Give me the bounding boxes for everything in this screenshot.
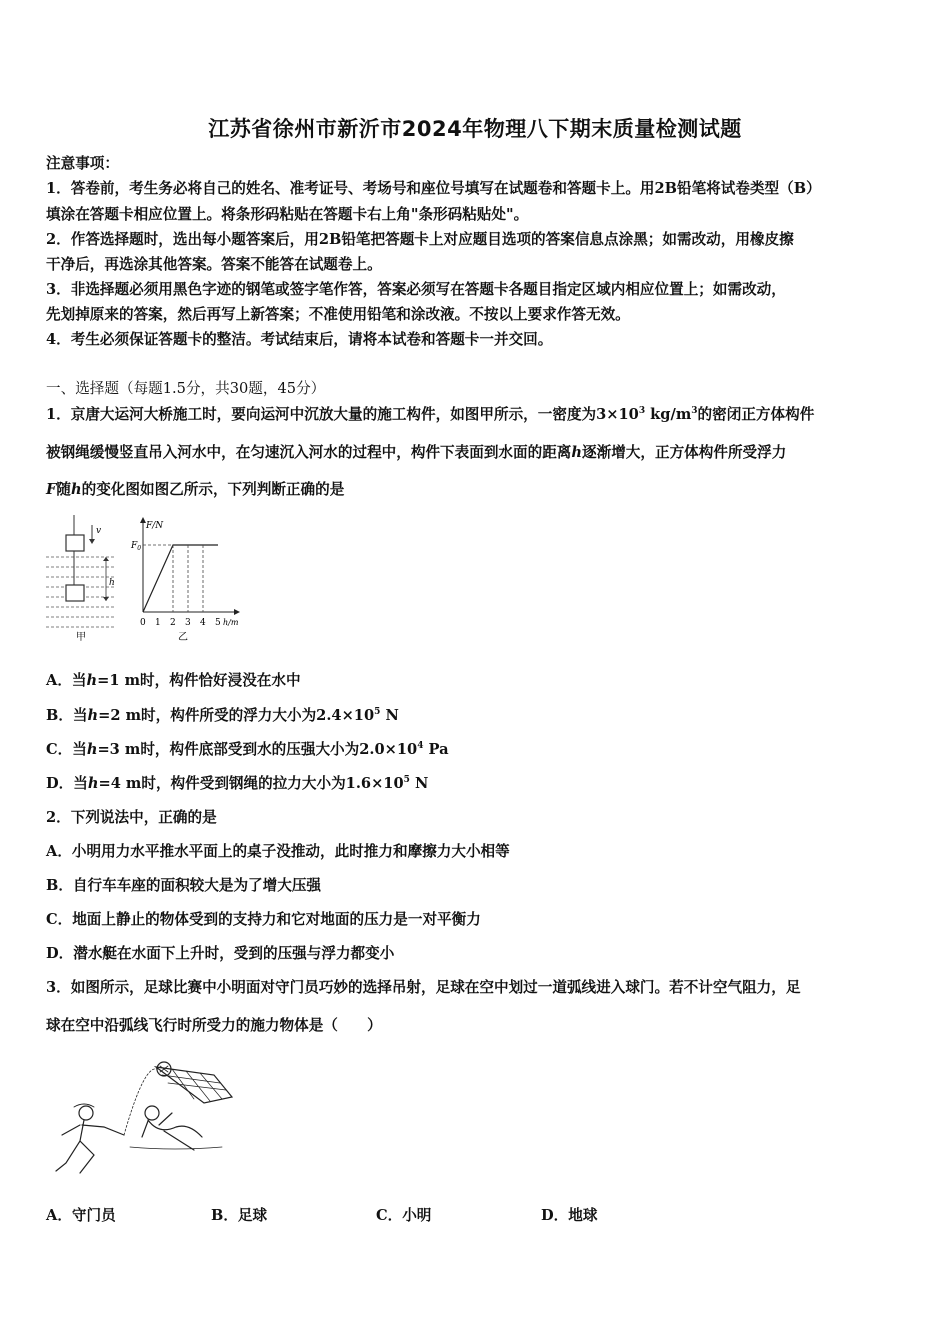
- q2-option-b[interactable]: B．自行车车座的面积较大是为了增大压强: [46, 877, 322, 894]
- section-heading: 一、选择题（每题1.5分，共30题，45分）: [46, 380, 326, 397]
- goalkeeper-body: [142, 1113, 202, 1150]
- q1-sup: 3: [691, 406, 698, 417]
- figure-jia-caption: 甲: [76, 632, 86, 643]
- q1-stem-line1: [46, 403, 814, 424]
- f0-label: $F_0$: [131, 541, 142, 552]
- soccer-illustration: [44, 1055, 244, 1185]
- x-tick: 4: [200, 618, 206, 628]
- q1-text: 的变化图如图乙所示，下列判断正确的是: [81, 481, 345, 498]
- q3-option-a[interactable]: A．守门员: [46, 1207, 116, 1224]
- notice-line: 1．答卷前，考生务必将自己的姓名、准考证号、考场号和座位号填写在试题卷和答题卡上。用2B铅笔将试卷类型（B）: [46, 180, 821, 197]
- q1-sup: 3: [638, 406, 646, 417]
- h-arrowhead-bottom: [103, 597, 109, 601]
- notice-line: 干净后，再选涂其他答案。答案不能答在试题卷上。: [46, 256, 382, 273]
- q1-var: F: [46, 481, 57, 498]
- x-axis-arrow: [234, 609, 240, 615]
- velocity-arrowhead: [89, 539, 95, 544]
- q1-option-d[interactable]: D．当h=4 m时，构件受到钢绳的拉力大小为$1.6\times 10^5$ N: [46, 775, 429, 792]
- q1-text: 逐渐增大，正方体构件所受浮力: [582, 444, 787, 461]
- kicker-head: [79, 1106, 93, 1120]
- x-tick: 1: [155, 618, 161, 628]
- notice-heading: 注意事项：: [46, 155, 119, 172]
- figure-yi-caption: 乙: [178, 632, 188, 643]
- x-tick: 2: [170, 618, 176, 628]
- x-axis-unit: h/m: [223, 618, 239, 627]
- notice-line: 2．作答选择题时，选出每小题答案后，用2B铅笔把答题卡上对应题目选项的答案信息点涂黑；如需改动，用橡皮擦: [46, 231, 794, 248]
- q2-option-c[interactable]: C．地面上静止的物体受到的支持力和它对地面的压力是一对平衡力: [46, 911, 481, 928]
- q3-stem-line2: 球在空中沿弧线飞行时所受力的施力物体是（ ）: [46, 1017, 382, 1034]
- kicker-body: [56, 1120, 124, 1173]
- q1-var: h: [70, 481, 82, 498]
- q3-option-b[interactable]: B．足球: [211, 1207, 268, 1224]
- q2-stem: 2．下列说法中，正确的是: [46, 809, 217, 826]
- q3-option-c[interactable]: C．小明: [376, 1207, 432, 1224]
- q1-option-a[interactable]: A．当h=1 m时，构件恰好浸没在水中: [46, 672, 301, 689]
- q1-var: h: [571, 444, 583, 461]
- y-axis-label: F/N: [146, 521, 164, 531]
- ground-line: [130, 1147, 222, 1149]
- h-label: h: [109, 578, 115, 588]
- q1-stem-line2: [46, 441, 786, 462]
- page-title: 江苏省徐州市新沂市2024年物理八下期末质量检测试题: [208, 117, 742, 141]
- figure-jia: [44, 515, 124, 645]
- q1-option-b[interactable]: B．当h=2 m时，构件所受的浮力大小为$2.4\times 10^5$ N: [46, 707, 399, 724]
- q1-text: 的密闭正方体构件: [697, 406, 815, 423]
- block-bottom: [66, 585, 84, 601]
- h-arrowhead-top: [103, 557, 109, 561]
- q1-option-c[interactable]: C．当h=3 m时，构件底部受到水的压强大小为$2.0\times 10^4$ Pa: [46, 741, 449, 758]
- q1-text: 1．京唐大运河大桥施工时，要向运河中沉放大量的施工构件，如图甲所示，一密度为3×10: [46, 406, 639, 423]
- velocity-label: v: [96, 526, 102, 536]
- q1-text: 随: [56, 481, 71, 498]
- figure-yi: [128, 515, 248, 645]
- q1-text: kg/m: [645, 406, 692, 423]
- q3-stem-line1: 3．如图所示，足球比赛中小明面对守门员巧妙的选择吊射，足球在空中划过一道弧线进入球门。若不计空气阻力，足: [46, 979, 801, 996]
- x-tick: 3: [185, 618, 191, 628]
- notice-line: 填涂在答题卡相应位置上。将条形码粘贴在答题卡右上角"条形码粘贴处"。: [46, 206, 529, 223]
- notice-line: 3．非选择题必须用黑色字迹的钢笔或签字笔作答，答案必须写在答题卡各题目指定区域内相应位置上；如需改动，: [46, 281, 786, 298]
- goalkeeper-head: [145, 1106, 159, 1120]
- q1-text: 被钢绳缓慢竖直吊入河水中，在匀速沉入河水的过程中，构件下表面到水面的距离: [46, 444, 572, 461]
- notice-line: 先划掉原来的答案，然后再写上新答案；不准使用铅笔和涂改液。不按以上要求作答无效。: [46, 306, 630, 323]
- x-tick: 0: [140, 618, 146, 628]
- q2-option-a[interactable]: A．小明用力水平推水平面上的桌子没推动，此时推力和摩擦力大小相等: [46, 843, 510, 860]
- q3-option-d[interactable]: D．地球: [541, 1207, 598, 1224]
- q1-stem-line3: [46, 478, 344, 499]
- force-curve: [143, 545, 218, 612]
- x-tick: 5: [215, 618, 221, 628]
- notice-line: 4．考生必须保证答题卡的整洁。考试结束后，请将本试卷和答题卡一并交回。: [46, 331, 553, 348]
- q2-option-d[interactable]: D．潜水艇在水面下上升时，受到的压强与浮力都变小: [46, 945, 395, 962]
- block-top: [66, 535, 84, 551]
